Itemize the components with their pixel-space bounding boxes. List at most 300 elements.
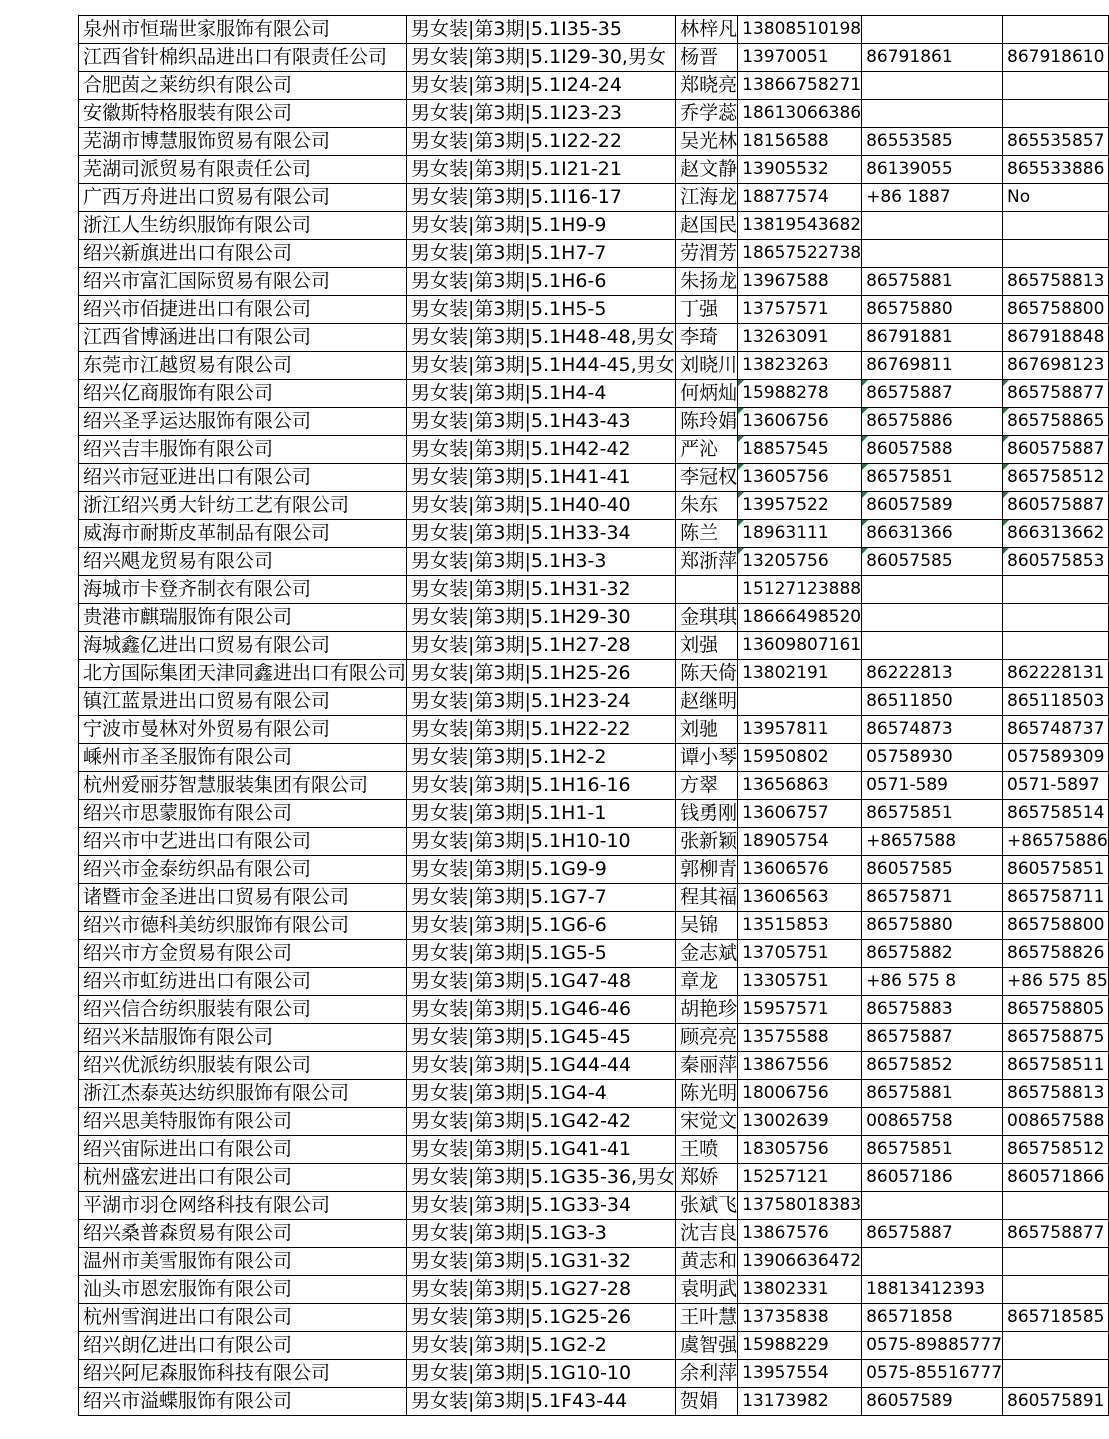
company-cell[interactable]: 合肥茵之莱纺织有限公司 bbox=[79, 72, 407, 100]
company-cell[interactable]: 芜湖司派贸易有限责任公司 bbox=[79, 156, 407, 184]
phone-cell[interactable]: 13609807161 bbox=[738, 632, 862, 660]
phone2-cell[interactable]: 86574873 bbox=[862, 716, 1003, 744]
contact-name-cell[interactable]: 赵国民 bbox=[676, 212, 738, 240]
company-cell[interactable]: 绍兴朗亿进出口有限公司 bbox=[79, 1332, 407, 1360]
category-booth-cell[interactable]: 男女装|第3期|5.1G42-42 bbox=[407, 1108, 676, 1136]
company-cell[interactable]: 绍兴信合纺织服装有限公司 bbox=[79, 996, 407, 1024]
phone2-cell[interactable]: 86553585 bbox=[862, 128, 1003, 156]
category-booth-cell[interactable]: 男女装|第3期|5.1G47-48 bbox=[407, 968, 676, 996]
category-booth-cell[interactable]: 男女装|第3期|5.1H3-3 bbox=[407, 548, 676, 576]
phone3-cell[interactable]: 865758511 bbox=[1003, 1052, 1109, 1080]
company-cell[interactable]: 绍兴优派纺织服装有限公司 bbox=[79, 1052, 407, 1080]
company-cell[interactable]: 平湖市羽仓网络科技有限公司 bbox=[79, 1192, 407, 1220]
phone-cell[interactable]: 13205756 bbox=[738, 548, 862, 576]
phone-cell[interactable]: 15988229 bbox=[738, 1332, 862, 1360]
category-booth-cell[interactable]: 男女装|第3期|5.1G6-6 bbox=[407, 912, 676, 940]
company-cell[interactable]: 绍兴市德科美纺织服饰有限公司 bbox=[79, 912, 407, 940]
company-cell[interactable]: 绍兴市虹纺进出口有限公司 bbox=[79, 968, 407, 996]
phone-cell[interactable]: 18156588 bbox=[738, 128, 862, 156]
phone3-cell[interactable]: 867698123 bbox=[1003, 352, 1109, 380]
phone2-cell[interactable]: 86575851 bbox=[862, 464, 1003, 492]
phone-cell[interactable]: 13173982 bbox=[738, 1388, 862, 1416]
phone3-cell[interactable]: 860575851 bbox=[1003, 856, 1109, 884]
phone2-cell[interactable]: 86575880 bbox=[862, 912, 1003, 940]
company-cell[interactable]: 广西万舟进出口贸易有限公司 bbox=[79, 184, 407, 212]
contact-name-cell[interactable]: 袁明武 bbox=[676, 1276, 738, 1304]
phone2-cell[interactable]: 86057589 bbox=[862, 492, 1003, 520]
contact-name-cell[interactable]: 金志斌 bbox=[676, 940, 738, 968]
phone3-cell[interactable]: 865758877 bbox=[1003, 1220, 1109, 1248]
contact-name-cell[interactable]: 朱扬龙 bbox=[676, 268, 738, 296]
phone3-cell[interactable] bbox=[1003, 1248, 1109, 1276]
phone2-cell[interactable] bbox=[862, 212, 1003, 240]
contact-name-cell[interactable]: 杨晋 bbox=[676, 44, 738, 72]
phone-cell[interactable]: 13705751 bbox=[738, 940, 862, 968]
phone2-cell[interactable] bbox=[862, 100, 1003, 128]
phone2-cell[interactable]: 86575883 bbox=[862, 996, 1003, 1024]
category-booth-cell[interactable]: 男女装|第3期|5.1I29-30,男女 bbox=[407, 44, 676, 72]
phone2-cell[interactable]: 86222813 bbox=[862, 660, 1003, 688]
phone-cell[interactable]: 13606576 bbox=[738, 856, 862, 884]
category-booth-cell[interactable]: 男女装|第3期|5.1G5-5 bbox=[407, 940, 676, 968]
company-cell[interactable]: 绍兴亿商服饰有限公司 bbox=[79, 380, 407, 408]
phone2-cell[interactable]: 0575-85516777 bbox=[862, 1360, 1003, 1388]
company-cell[interactable]: 绍兴圣孚运达服饰有限公司 bbox=[79, 408, 407, 436]
contact-name-cell[interactable]: 刘晓川 bbox=[676, 352, 738, 380]
phone2-cell[interactable] bbox=[862, 72, 1003, 100]
phone3-cell[interactable]: 865758875 bbox=[1003, 1024, 1109, 1052]
phone3-cell[interactable] bbox=[1003, 576, 1109, 604]
category-booth-cell[interactable]: 男女装|第3期|5.1G27-28 bbox=[407, 1276, 676, 1304]
contact-name-cell[interactable]: 陈光明 bbox=[676, 1080, 738, 1108]
category-booth-cell[interactable]: 男女装|第3期|5.1I35-35 bbox=[407, 16, 676, 44]
phone2-cell[interactable]: 86575881 bbox=[862, 1080, 1003, 1108]
phone3-cell[interactable]: 865533886 bbox=[1003, 156, 1109, 184]
company-cell[interactable]: 绍兴桑普森贸易有限公司 bbox=[79, 1220, 407, 1248]
contact-name-cell[interactable]: 宋觉文 bbox=[676, 1108, 738, 1136]
contact-name-cell[interactable]: 方翠 bbox=[676, 772, 738, 800]
phone-cell[interactable]: 13967588 bbox=[738, 268, 862, 296]
phone2-cell[interactable]: 86057588 bbox=[862, 436, 1003, 464]
category-booth-cell[interactable]: 男女装|第3期|5.1H31-32 bbox=[407, 576, 676, 604]
phone3-cell[interactable]: 860575891 bbox=[1003, 1388, 1109, 1416]
phone-cell[interactable]: 18905754 bbox=[738, 828, 862, 856]
phone2-cell[interactable]: 86575880 bbox=[862, 296, 1003, 324]
company-cell[interactable]: 泉州市恒瑞世家服饰有限公司 bbox=[79, 16, 407, 44]
category-booth-cell[interactable]: 男女装|第3期|5.1G7-7 bbox=[407, 884, 676, 912]
phone2-cell[interactable]: 86057186 bbox=[862, 1164, 1003, 1192]
phone3-cell[interactable]: 865758877 bbox=[1003, 380, 1109, 408]
phone3-cell[interactable] bbox=[1003, 632, 1109, 660]
phone3-cell[interactable] bbox=[1003, 1192, 1109, 1220]
phone3-cell[interactable]: 865718585 bbox=[1003, 1304, 1109, 1332]
category-booth-cell[interactable]: 男女装|第3期|5.1F43-44 bbox=[407, 1388, 676, 1416]
category-booth-cell[interactable]: 男女装|第3期|5.1I21-21 bbox=[407, 156, 676, 184]
phone-cell[interactable]: 18666498520 bbox=[738, 604, 862, 632]
company-cell[interactable]: 绍兴市中艺进出口有限公司 bbox=[79, 828, 407, 856]
category-booth-cell[interactable]: 男女装|第3期|5.1H44-45,男女 bbox=[407, 352, 676, 380]
company-cell[interactable]: 嵊州市圣圣服饰有限公司 bbox=[79, 744, 407, 772]
phone2-cell[interactable]: 05758930 bbox=[862, 744, 1003, 772]
contact-name-cell[interactable]: 李琦 bbox=[676, 324, 738, 352]
phone3-cell[interactable]: 865748737 bbox=[1003, 716, 1109, 744]
phone-cell[interactable]: 13957811 bbox=[738, 716, 862, 744]
phone2-cell[interactable]: 0571-589 bbox=[862, 772, 1003, 800]
phone2-cell[interactable]: 86575851 bbox=[862, 800, 1003, 828]
phone3-cell[interactable]: 057589309 bbox=[1003, 744, 1109, 772]
phone2-cell[interactable]: 0575-89885777 bbox=[862, 1332, 1003, 1360]
phone-cell[interactable]: 13957522 bbox=[738, 492, 862, 520]
company-cell[interactable]: 北方国际集团天津同鑫进出口有限公司 bbox=[79, 660, 407, 688]
company-cell[interactable]: 绍兴宙际进出口有限公司 bbox=[79, 1136, 407, 1164]
category-booth-cell[interactable]: 男女装|第3期|5.1H5-5 bbox=[407, 296, 676, 324]
company-cell[interactable]: 东莞市江越贸易有限公司 bbox=[79, 352, 407, 380]
company-cell[interactable]: 安徽斯特格服装有限公司 bbox=[79, 100, 407, 128]
company-cell[interactable]: 浙江绍兴勇大针纺工艺有限公司 bbox=[79, 492, 407, 520]
phone2-cell[interactable]: 00865758 bbox=[862, 1108, 1003, 1136]
phone3-cell[interactable]: 865535857 bbox=[1003, 128, 1109, 156]
phone2-cell[interactable]: 86575882 bbox=[862, 940, 1003, 968]
phone2-cell[interactable]: 86575851 bbox=[862, 1136, 1003, 1164]
phone-cell[interactable]: 13263091 bbox=[738, 324, 862, 352]
company-cell[interactable]: 绍兴市方金贸易有限公司 bbox=[79, 940, 407, 968]
category-booth-cell[interactable]: 男女装|第3期|5.1H6-6 bbox=[407, 268, 676, 296]
phone3-cell[interactable]: 865758512 bbox=[1003, 464, 1109, 492]
category-booth-cell[interactable]: 男女装|第3期|5.1H43-43 bbox=[407, 408, 676, 436]
category-booth-cell[interactable]: 男女装|第3期|5.1G46-46 bbox=[407, 996, 676, 1024]
phone3-cell[interactable] bbox=[1003, 1332, 1109, 1360]
company-cell[interactable]: 江西省博涵进出口有限公司 bbox=[79, 324, 407, 352]
contact-name-cell[interactable]: 沈吉良 bbox=[676, 1220, 738, 1248]
phone-cell[interactable]: 13819543682 bbox=[738, 212, 862, 240]
contact-name-cell[interactable]: 章龙 bbox=[676, 968, 738, 996]
contact-name-cell[interactable]: 秦丽萍 bbox=[676, 1052, 738, 1080]
phone2-cell[interactable] bbox=[862, 16, 1003, 44]
phone2-cell[interactable]: 86575852 bbox=[862, 1052, 1003, 1080]
phone-cell[interactable]: 13802191 bbox=[738, 660, 862, 688]
contact-name-cell[interactable]: 赵文静 bbox=[676, 156, 738, 184]
phone2-cell[interactable]: 86769811 bbox=[862, 352, 1003, 380]
phone2-cell[interactable]: +86 1887 bbox=[862, 184, 1003, 212]
phone-cell[interactable]: 13867576 bbox=[738, 1220, 862, 1248]
category-booth-cell[interactable]: 男女装|第3期|5.1I23-23 bbox=[407, 100, 676, 128]
phone3-cell[interactable] bbox=[1003, 1360, 1109, 1388]
phone2-cell[interactable]: 86791881 bbox=[862, 324, 1003, 352]
phone2-cell[interactable]: 86057585 bbox=[862, 548, 1003, 576]
phone-cell[interactable]: 13906636472 bbox=[738, 1248, 862, 1276]
category-booth-cell[interactable]: 男女装|第3期|5.1G2-2 bbox=[407, 1332, 676, 1360]
phone-cell[interactable]: 13575588 bbox=[738, 1024, 862, 1052]
phone2-cell[interactable]: 86511850 bbox=[862, 688, 1003, 716]
category-booth-cell[interactable]: 男女装|第3期|5.1H23-24 bbox=[407, 688, 676, 716]
category-booth-cell[interactable]: 男女装|第3期|5.1G35-36,男女 bbox=[407, 1164, 676, 1192]
phone-cell[interactable]: 15257121 bbox=[738, 1164, 862, 1192]
phone2-cell[interactable] bbox=[862, 604, 1003, 632]
contact-name-cell[interactable]: 黄志和 bbox=[676, 1248, 738, 1276]
phone-cell[interactable]: 13823263 bbox=[738, 352, 862, 380]
phone2-cell[interactable]: 18813412393 bbox=[862, 1276, 1003, 1304]
contact-name-cell[interactable]: 吴锦 bbox=[676, 912, 738, 940]
phone3-cell[interactable]: 865758865 bbox=[1003, 408, 1109, 436]
category-booth-cell[interactable]: 男女装|第3期|5.1H1-1 bbox=[407, 800, 676, 828]
contact-name-cell[interactable]: 郑娇 bbox=[676, 1164, 738, 1192]
phone-cell[interactable]: 13758018383 bbox=[738, 1192, 862, 1220]
contact-name-cell[interactable]: 丁强 bbox=[676, 296, 738, 324]
phone-cell[interactable]: 13866758271 bbox=[738, 72, 862, 100]
contact-name-cell[interactable]: 李冠权 bbox=[676, 464, 738, 492]
contact-name-cell[interactable]: 江海龙 bbox=[676, 184, 738, 212]
company-cell[interactable]: 杭州盛宏进出口有限公司 bbox=[79, 1164, 407, 1192]
contact-name-cell[interactable]: 郑晓亮 bbox=[676, 72, 738, 100]
category-booth-cell[interactable]: 男女装|第3期|5.1H22-22 bbox=[407, 716, 676, 744]
phone3-cell[interactable]: 862228131 bbox=[1003, 660, 1109, 688]
category-booth-cell[interactable]: 男女装|第3期|5.1H40-40 bbox=[407, 492, 676, 520]
company-cell[interactable]: 宁波市曼林对外贸易有限公司 bbox=[79, 716, 407, 744]
phone2-cell[interactable]: +8657588 bbox=[862, 828, 1003, 856]
phone3-cell[interactable]: 866313662 bbox=[1003, 520, 1109, 548]
phone3-cell[interactable]: 865758514 bbox=[1003, 800, 1109, 828]
phone3-cell[interactable]: 860575853 bbox=[1003, 548, 1109, 576]
category-booth-cell[interactable]: 男女装|第3期|5.1H41-41 bbox=[407, 464, 676, 492]
phone2-cell[interactable] bbox=[862, 1192, 1003, 1220]
category-booth-cell[interactable]: 男女装|第3期|5.1H27-28 bbox=[407, 632, 676, 660]
contact-name-cell[interactable]: 陈天倚 bbox=[676, 660, 738, 688]
category-booth-cell[interactable]: 男女装|第3期|5.1I16-17 bbox=[407, 184, 676, 212]
phone3-cell[interactable]: 867918848 bbox=[1003, 324, 1109, 352]
phone-cell[interactable]: 13002639 bbox=[738, 1108, 862, 1136]
phone3-cell[interactable] bbox=[1003, 1276, 1109, 1304]
contact-name-cell[interactable]: 陈玲娟 bbox=[676, 408, 738, 436]
category-booth-cell[interactable]: 男女装|第3期|5.1H2-2 bbox=[407, 744, 676, 772]
company-cell[interactable]: 海城市卡登齐制衣有限公司 bbox=[79, 576, 407, 604]
contact-name-cell[interactable]: 金琪琪 bbox=[676, 604, 738, 632]
phone2-cell[interactable]: 86575887 bbox=[862, 1220, 1003, 1248]
company-cell[interactable]: 江西省针棉织品进出口有限责任公司 bbox=[79, 44, 407, 72]
category-booth-cell[interactable]: 男女装|第3期|5.1H25-26 bbox=[407, 660, 676, 688]
category-booth-cell[interactable]: 男女装|第3期|5.1H9-9 bbox=[407, 212, 676, 240]
phone3-cell[interactable]: 865758711 bbox=[1003, 884, 1109, 912]
phone3-cell[interactable] bbox=[1003, 100, 1109, 128]
phone3-cell[interactable]: 867918610 bbox=[1003, 44, 1109, 72]
category-booth-cell[interactable]: 男女装|第3期|5.1G25-26 bbox=[407, 1304, 676, 1332]
phone2-cell[interactable] bbox=[862, 576, 1003, 604]
category-booth-cell[interactable]: 男女装|第3期|5.1G45-45 bbox=[407, 1024, 676, 1052]
company-cell[interactable]: 镇江蓝景进出口贸易有限公司 bbox=[79, 688, 407, 716]
phone2-cell[interactable] bbox=[862, 240, 1003, 268]
phone-cell[interactable]: 18305756 bbox=[738, 1136, 862, 1164]
contact-name-cell[interactable]: 钱勇刚 bbox=[676, 800, 738, 828]
category-booth-cell[interactable]: 男女装|第3期|5.1H16-16 bbox=[407, 772, 676, 800]
company-cell[interactable]: 温州市美雪服饰有限公司 bbox=[79, 1248, 407, 1276]
contact-name-cell[interactable]: 贺娟 bbox=[676, 1388, 738, 1416]
company-cell[interactable]: 绍兴新旗进出口有限公司 bbox=[79, 240, 407, 268]
phone3-cell[interactable]: 860571866 bbox=[1003, 1164, 1109, 1192]
category-booth-cell[interactable]: 男女装|第3期|5.1G33-34 bbox=[407, 1192, 676, 1220]
contact-name-cell[interactable]: 余利萍 bbox=[676, 1360, 738, 1388]
company-cell[interactable]: 绍兴市佰捷进出口有限公司 bbox=[79, 296, 407, 324]
category-booth-cell[interactable]: 男女装|第3期|5.1G4-4 bbox=[407, 1080, 676, 1108]
company-cell[interactable]: 海城鑫亿进出口贸易有限公司 bbox=[79, 632, 407, 660]
phone-cell[interactable]: 18877574 bbox=[738, 184, 862, 212]
phone-cell[interactable]: 13605756 bbox=[738, 464, 862, 492]
company-cell[interactable]: 杭州雪润进出口有限公司 bbox=[79, 1304, 407, 1332]
phone3-cell[interactable] bbox=[1003, 212, 1109, 240]
phone-cell[interactable]: 13905532 bbox=[738, 156, 862, 184]
category-booth-cell[interactable]: 男女装|第3期|5.1H29-30 bbox=[407, 604, 676, 632]
company-cell[interactable]: 汕头市恩宏服饰有限公司 bbox=[79, 1276, 407, 1304]
phone3-cell[interactable]: 865758805 bbox=[1003, 996, 1109, 1024]
company-cell[interactable]: 绍兴思美特服饰有限公司 bbox=[79, 1108, 407, 1136]
phone2-cell[interactable]: 86575887 bbox=[862, 380, 1003, 408]
phone-cell[interactable]: 15950802 bbox=[738, 744, 862, 772]
contact-name-cell[interactable]: 顾亮亮 bbox=[676, 1024, 738, 1052]
contact-name-cell[interactable]: 刘驰 bbox=[676, 716, 738, 744]
phone-cell[interactable]: 13515853 bbox=[738, 912, 862, 940]
company-cell[interactable]: 绍兴吉丰服饰有限公司 bbox=[79, 436, 407, 464]
category-booth-cell[interactable]: 男女装|第3期|5.1G31-32 bbox=[407, 1248, 676, 1276]
phone-cell[interactable]: 13735838 bbox=[738, 1304, 862, 1332]
phone2-cell[interactable]: 86575886 bbox=[862, 408, 1003, 436]
phone-cell[interactable]: 13606757 bbox=[738, 800, 862, 828]
phone3-cell[interactable]: 865758826 bbox=[1003, 940, 1109, 968]
phone3-cell[interactable] bbox=[1003, 16, 1109, 44]
phone2-cell[interactable] bbox=[862, 1248, 1003, 1276]
phone3-cell[interactable]: 008657588 bbox=[1003, 1108, 1109, 1136]
contact-name-cell[interactable]: 王叶慧 bbox=[676, 1304, 738, 1332]
category-booth-cell[interactable]: 男女装|第3期|5.1H7-7 bbox=[407, 240, 676, 268]
phone3-cell[interactable]: 865758813 bbox=[1003, 1080, 1109, 1108]
company-cell[interactable]: 浙江杰泰英达纺织服饰有限公司 bbox=[79, 1080, 407, 1108]
contact-name-cell[interactable]: 劳渭芳 bbox=[676, 240, 738, 268]
contact-name-cell[interactable]: 张斌飞 bbox=[676, 1192, 738, 1220]
phone-cell[interactable]: 18613066386 bbox=[738, 100, 862, 128]
category-booth-cell[interactable]: 男女装|第3期|5.1H42-42 bbox=[407, 436, 676, 464]
phone-cell[interactable]: 18006756 bbox=[738, 1080, 862, 1108]
phone3-cell[interactable]: 865758512 bbox=[1003, 1136, 1109, 1164]
phone-cell[interactable]: 13656863 bbox=[738, 772, 862, 800]
phone2-cell[interactable]: 86139055 bbox=[862, 156, 1003, 184]
company-cell[interactable]: 芜湖市博慧服饰贸易有限公司 bbox=[79, 128, 407, 156]
phone2-cell[interactable]: +86 575 8 bbox=[862, 968, 1003, 996]
contact-name-cell[interactable]: 王喷 bbox=[676, 1136, 738, 1164]
company-cell[interactable]: 绍兴市冠亚进出口有限公司 bbox=[79, 464, 407, 492]
contact-name-cell[interactable]: 谭小琴 bbox=[676, 744, 738, 772]
phone-cell[interactable]: 18857545 bbox=[738, 436, 862, 464]
company-cell[interactable]: 绍兴飓龙贸易有限公司 bbox=[79, 548, 407, 576]
company-cell[interactable]: 贵港市麒瑞服饰有限公司 bbox=[79, 604, 407, 632]
contact-name-cell[interactable]: 吴光林 bbox=[676, 128, 738, 156]
contact-name-cell[interactable]: 郭柳青 bbox=[676, 856, 738, 884]
phone-cell[interactable]: 15127123888 bbox=[738, 576, 862, 604]
phone3-cell[interactable]: 865758800 bbox=[1003, 912, 1109, 940]
contact-name-cell[interactable]: 乔学蕊 bbox=[676, 100, 738, 128]
company-cell[interactable]: 浙江人生纺织服饰有限公司 bbox=[79, 212, 407, 240]
phone3-cell[interactable] bbox=[1003, 604, 1109, 632]
phone-cell[interactable]: 13757571 bbox=[738, 296, 862, 324]
category-booth-cell[interactable]: 男女装|第3期|5.1H4-4 bbox=[407, 380, 676, 408]
phone3-cell[interactable]: +86575886 bbox=[1003, 828, 1109, 856]
contact-name-cell[interactable]: 张新颖 bbox=[676, 828, 738, 856]
category-booth-cell[interactable]: 男女装|第3期|5.1G44-44 bbox=[407, 1052, 676, 1080]
contact-name-cell[interactable]: 郑浙萍 bbox=[676, 548, 738, 576]
company-cell[interactable]: 威海市耐斯皮革制品有限公司 bbox=[79, 520, 407, 548]
company-cell[interactable]: 绍兴米喆服饰有限公司 bbox=[79, 1024, 407, 1052]
company-cell[interactable]: 绍兴市金泰纺织品有限公司 bbox=[79, 856, 407, 884]
phone-cell[interactable]: 13305751 bbox=[738, 968, 862, 996]
phone2-cell[interactable]: 86575871 bbox=[862, 884, 1003, 912]
phone3-cell[interactable] bbox=[1003, 72, 1109, 100]
category-booth-cell[interactable]: 男女装|第3期|5.1H48-48,男女 bbox=[407, 324, 676, 352]
company-cell[interactable]: 杭州爱丽芬智慧服装集团有限公司 bbox=[79, 772, 407, 800]
category-booth-cell[interactable]: 男女装|第3期|5.1I24-24 bbox=[407, 72, 676, 100]
phone3-cell[interactable]: 860575887 bbox=[1003, 436, 1109, 464]
phone3-cell[interactable]: 865758813 bbox=[1003, 268, 1109, 296]
company-cell[interactable]: 诸暨市金圣进出口贸易有限公司 bbox=[79, 884, 407, 912]
contact-name-cell[interactable]: 赵继明 bbox=[676, 688, 738, 716]
phone-cell[interactable]: 13606756 bbox=[738, 408, 862, 436]
contact-name-cell[interactable]: 朱东 bbox=[676, 492, 738, 520]
phone-cell[interactable]: 13970051 bbox=[738, 44, 862, 72]
contact-name-cell[interactable]: 陈兰 bbox=[676, 520, 738, 548]
phone2-cell[interactable]: 86631366 bbox=[862, 520, 1003, 548]
company-cell[interactable]: 绍兴市富汇国际贸易有限公司 bbox=[79, 268, 407, 296]
category-booth-cell[interactable]: 男女装|第3期|5.1G3-3 bbox=[407, 1220, 676, 1248]
phone3-cell[interactable] bbox=[1003, 240, 1109, 268]
contact-name-cell[interactable]: 何炳灿 bbox=[676, 380, 738, 408]
category-booth-cell[interactable]: 男女装|第3期|5.1G9-9 bbox=[407, 856, 676, 884]
category-booth-cell[interactable]: 男女装|第3期|5.1G41-41 bbox=[407, 1136, 676, 1164]
company-cell[interactable]: 绍兴市思蒙服饰有限公司 bbox=[79, 800, 407, 828]
phone-cell[interactable]: 15957571 bbox=[738, 996, 862, 1024]
category-booth-cell[interactable]: 男女装|第3期|5.1H33-34 bbox=[407, 520, 676, 548]
phone2-cell[interactable]: 86057589 bbox=[862, 1388, 1003, 1416]
phone2-cell[interactable]: 86575881 bbox=[862, 268, 1003, 296]
phone3-cell[interactable]: No bbox=[1003, 184, 1109, 212]
phone-cell[interactable]: 13606563 bbox=[738, 884, 862, 912]
category-booth-cell[interactable]: 男女装|第3期|5.1G10-10 bbox=[407, 1360, 676, 1388]
phone2-cell[interactable] bbox=[862, 632, 1003, 660]
phone3-cell[interactable]: +86 575 85 bbox=[1003, 968, 1109, 996]
category-booth-cell[interactable]: 男女装|第3期|5.1I22-22 bbox=[407, 128, 676, 156]
phone2-cell[interactable]: 86571858 bbox=[862, 1304, 1003, 1332]
contact-name-cell[interactable]: 程其福 bbox=[676, 884, 738, 912]
phone3-cell[interactable]: 860575887 bbox=[1003, 492, 1109, 520]
contact-name-cell[interactable]: 林梓凡 bbox=[676, 16, 738, 44]
contact-name-cell[interactable]: 虞智强 bbox=[676, 1332, 738, 1360]
category-booth-cell[interactable]: 男女装|第3期|5.1H10-10 bbox=[407, 828, 676, 856]
phone2-cell[interactable]: 86057585 bbox=[862, 856, 1003, 884]
phone3-cell[interactable]: 865118503 bbox=[1003, 688, 1109, 716]
contact-name-cell[interactable]: 严沁 bbox=[676, 436, 738, 464]
phone-cell[interactable]: 13957554 bbox=[738, 1360, 862, 1388]
phone3-cell[interactable]: 0571-5897 bbox=[1003, 772, 1109, 800]
phone-cell[interactable] bbox=[738, 688, 862, 716]
phone-cell[interactable]: 13808510198 bbox=[738, 16, 862, 44]
contact-name-cell[interactable] bbox=[676, 576, 738, 604]
phone-cell[interactable]: 13802331 bbox=[738, 1276, 862, 1304]
phone2-cell[interactable]: 86791861 bbox=[862, 44, 1003, 72]
contact-name-cell[interactable]: 刘强 bbox=[676, 632, 738, 660]
phone-cell[interactable]: 18657522738 bbox=[738, 240, 862, 268]
phone-cell[interactable]: 15988278 bbox=[738, 380, 862, 408]
phone-cell[interactable]: 18963111 bbox=[738, 520, 862, 548]
company-cell[interactable]: 绍兴市溢蝶服饰有限公司 bbox=[79, 1388, 407, 1416]
company-cell[interactable]: 绍兴阿尼森服饰科技有限公司 bbox=[79, 1360, 407, 1388]
phone-cell[interactable]: 13867556 bbox=[738, 1052, 862, 1080]
contact-name-cell[interactable]: 胡艳珍 bbox=[676, 996, 738, 1024]
phone3-cell[interactable]: 865758800 bbox=[1003, 296, 1109, 324]
phone2-cell[interactable]: 86575887 bbox=[862, 1024, 1003, 1052]
